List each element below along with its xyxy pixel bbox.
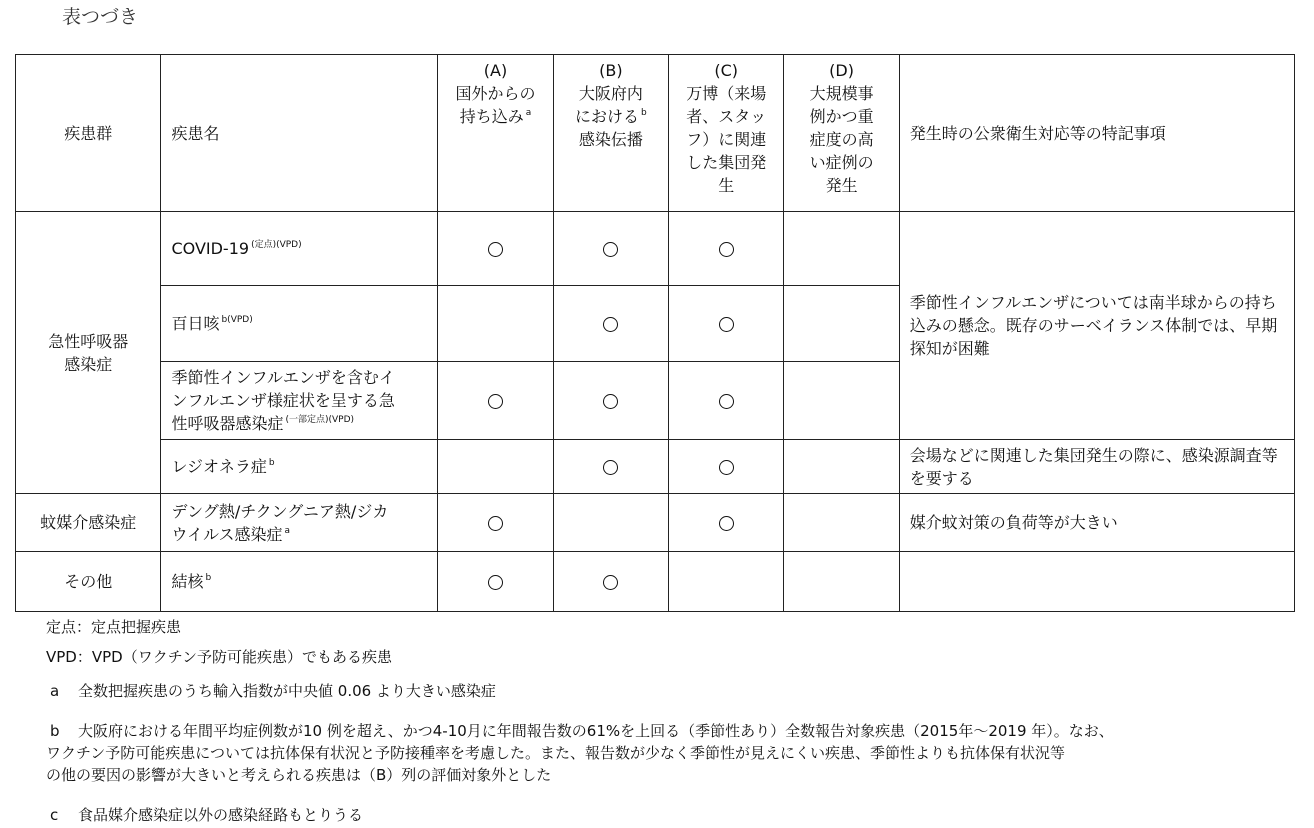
header-d-line: 大規模事 [809, 84, 874, 103]
disease-tb: 結核 $^b$ [161, 552, 438, 612]
disease-legionella: レジオネラ症 $^b$ [161, 440, 438, 494]
circle-icon [603, 394, 618, 409]
circle-icon [719, 516, 734, 531]
header-d-line: 症度の高 [809, 130, 874, 149]
header-c-line: フ）に関連 [686, 130, 767, 149]
mark-d [784, 286, 899, 362]
mark-a [438, 212, 553, 286]
header-category: 疾患群 [16, 55, 161, 212]
table-header-row [16, 55, 1295, 212]
header-disease: 疾患名 [161, 55, 438, 212]
mark-a [438, 362, 553, 440]
mark-b [553, 552, 668, 612]
mark-c [669, 440, 784, 494]
disease-table [15, 54, 1295, 612]
mark-a [438, 286, 553, 362]
table-row-covid [16, 212, 1295, 286]
notes-respiratory: 季節性インフルエンザについては南半球からの持ち込みの懸念。既存のサーベイランス体制では、早期探知が困難 [899, 212, 1294, 440]
disease-influenza: 季節性インフルエンザを含むイ ンフルエンザ様症状を呈する急 性呼吸器感染症 $^{(一部定点)(VPD)}$ [161, 362, 438, 440]
group-other: その他 [16, 552, 161, 612]
circle-icon [719, 317, 734, 332]
header-c-line: 万博（来場 [686, 84, 767, 103]
notes-tb [899, 552, 1294, 612]
circle-icon [488, 242, 503, 257]
mark-c [669, 552, 784, 612]
mark-c [669, 362, 784, 440]
header-b-text1: 大阪府内 [578, 84, 643, 103]
header-b [553, 55, 668, 212]
group-respiratory: 急性呼吸器 感染症 [16, 212, 161, 494]
footnote-a: a 全数把握疾患のうち輸入指数が中央値 0.06 より大きい感染症 [50, 682, 496, 700]
circle-icon [488, 516, 503, 531]
header-a [438, 55, 553, 212]
mark-b [553, 494, 668, 552]
header-d-line: 発生 [825, 176, 858, 195]
mark-d [784, 212, 899, 286]
mark-b [553, 212, 668, 286]
mark-a [438, 552, 553, 612]
footnote-teiten: 定点：定点把握疾患 [46, 618, 182, 636]
mark-d [784, 552, 899, 612]
mark-b [553, 362, 668, 440]
mark-d [784, 440, 899, 494]
circle-icon [488, 575, 503, 590]
page-title: 表つづき [62, 6, 139, 28]
mark-a [438, 440, 553, 494]
footnote-c: c 食品媒介感染症以外の感染経路もとりうる [50, 806, 364, 824]
header-a-text1: 国外からの [455, 84, 536, 103]
header-b-sup: b [641, 108, 647, 118]
header-c-line: 生 [718, 176, 735, 195]
table-row-legionella [16, 440, 1295, 494]
circle-icon [719, 394, 734, 409]
header-d-line: 例かつ重 [809, 107, 874, 126]
mark-d [784, 494, 899, 552]
circle-icon [603, 317, 618, 332]
mark-b [553, 286, 668, 362]
notes-dengue: 媒介蚊対策の負荷等が大きい [899, 494, 1294, 552]
header-b-text3: 感染伝播 [578, 130, 643, 149]
disease-pertussis: 百日咳 $^{b(VPD)}$ [161, 286, 438, 362]
group-mosquito: 蚊媒介感染症 [16, 494, 161, 552]
mark-b [553, 440, 668, 494]
header-d-line: い症例の [809, 153, 874, 172]
table-row-tb [16, 552, 1295, 612]
header-a-text2: 持ち込み [459, 107, 524, 126]
header-notes: 発生時の公衆衛生対応等の特記事項 [899, 55, 1294, 212]
footnote-b: b 大阪府における年間平均症例数が10 例を超え、かつ4-10月に年間報告数の61%を上回る（季節性あり）全数報告対象疾患（2015年〜2019 年）。なお、 ワクチン予防可能疾患については抗体保有状況と予防接種率を考慮した。また、報告数が少なく季節性が見えにくい疾患、季節性よりも抗体保有状況等 の他の要因の影響が大きいと考えられる疾患は（B）列の評価対象外とした [46, 722, 1114, 784]
mark-c [669, 212, 784, 286]
mark-d [784, 362, 899, 440]
circle-icon [488, 394, 503, 409]
circle-icon [603, 242, 618, 257]
footnote-vpd: VPD：VPD（ワクチン予防可能疾患）でもある疾患 [46, 648, 392, 666]
header-b-text2: における [574, 107, 639, 126]
header-c-line: 者、スタッ [686, 107, 767, 126]
header-c [669, 55, 784, 212]
mark-c [669, 494, 784, 552]
table-row-dengue [16, 494, 1295, 552]
header-b-letter: (B) [599, 61, 623, 80]
disease-covid: COVID-19 $^{(定点)(VPD)}$ [161, 212, 438, 286]
header-d [784, 55, 899, 212]
header-c-letter: (C) [714, 61, 739, 80]
circle-icon [603, 460, 618, 475]
circle-icon [603, 575, 618, 590]
mark-a [438, 494, 553, 552]
header-d-letter: (D) [829, 61, 854, 80]
header-a-letter: (A) [483, 61, 508, 80]
notes-legionella: 会場などに関連した集団発生の際に、感染源調査等を要する [899, 440, 1294, 494]
disease-dengue: デング熱/チクングニア熱/ジカ ウイルス感染症 $^a$ [161, 494, 438, 552]
header-a-sup: a [525, 108, 532, 118]
header-c-line: した集団発 [686, 153, 767, 172]
circle-icon [719, 242, 734, 257]
circle-icon [719, 460, 734, 475]
mark-c [669, 286, 784, 362]
